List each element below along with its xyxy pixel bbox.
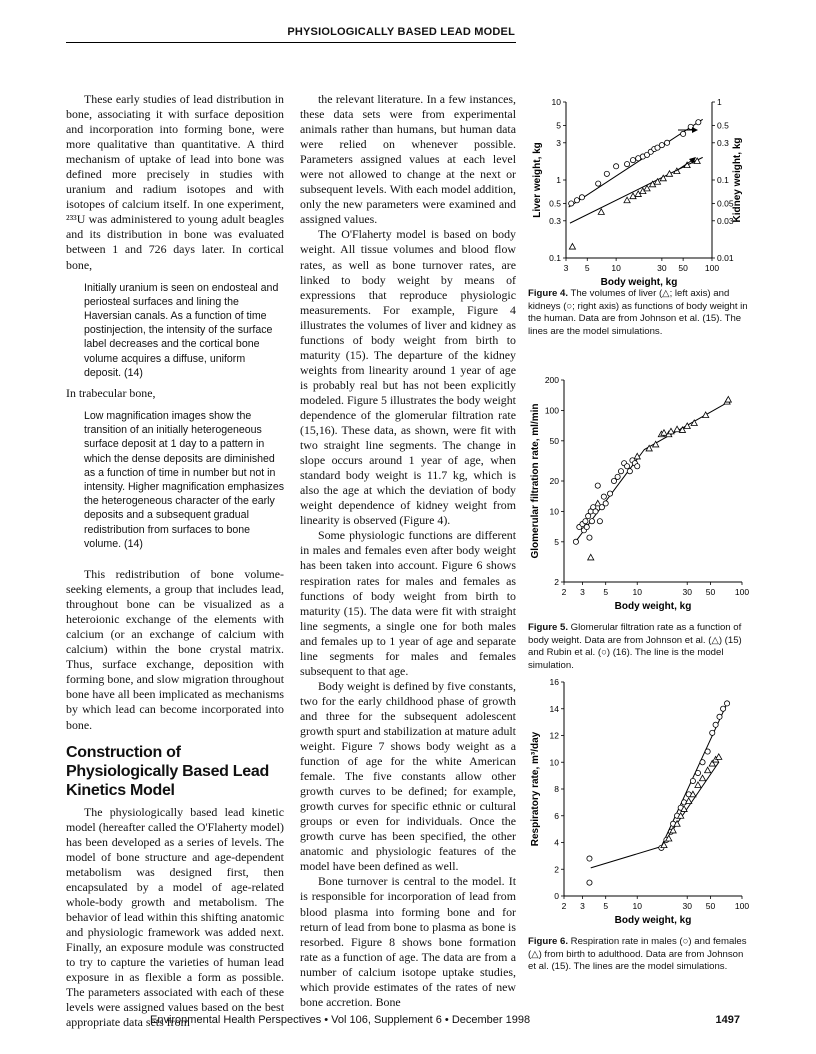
y-tick-label: 5 — [556, 120, 561, 131]
data-point-circle — [574, 198, 579, 203]
header-rule — [66, 42, 516, 43]
data-point-circle — [635, 464, 640, 469]
data-point-circle — [579, 195, 584, 200]
y2-tick-label: 1 — [717, 97, 722, 107]
data-point-circle — [589, 519, 594, 524]
data-point-circle — [720, 706, 725, 711]
x-tick-label: 3 — [580, 587, 585, 597]
data-point-triangle — [666, 171, 672, 177]
data-point-circle — [717, 714, 722, 719]
y-axis-label: Liver weight, kg — [532, 142, 543, 218]
data-point-triangle — [674, 426, 680, 432]
x-tick-label: 10 — [632, 901, 642, 911]
paragraph: Body weight is defined by five constants, two for the early childhood phase of growth and three for the subsequent adolescent growth spurt and stabilization at mature adult weight. Figure 7 shows body weight as a function of age for the white American female. The five constants allow other growth curves to be defined; for example, growth curves for specific ethnic or cultural groups or even for individuals. Once the growth curve has been specified, the other anatomic and physiologic features of the model have been defined as well. — [300, 678, 516, 874]
arrow-right-icon-head — [692, 127, 698, 133]
x-tick-label: 100 — [704, 263, 720, 273]
y-tick-label: 50 — [549, 435, 559, 446]
figure-6-caption — [528, 936, 750, 974]
data-point-circle — [690, 778, 695, 783]
y-tick-label: 8 — [554, 784, 559, 794]
data-point-circle — [624, 464, 629, 469]
page-footer — [150, 1014, 740, 1026]
caption-text: Respiration rate in males (○) and females (△) from birth to adulthood. Data are from Johnson et al. (15). The lines are the model simulations. — [528, 936, 747, 973]
data-point-triangle — [699, 775, 705, 781]
data-point-circle — [573, 539, 578, 544]
figure-4-caption — [528, 288, 750, 338]
paragraph: This redistribution of bone volume-seeking elements, a group that includes lead, throughout bone can be visualized as a heteroionic exchange of the elements with calcium (or an exchange of calcium with calcium) within the bone crystal matrix. Thus, surface exchange, deposition with forming bone, and slow migration throughout bone have all been implicated as mechanisms by which lead can become incorporated into bone. — [66, 567, 284, 732]
figure-6-chart — [528, 676, 750, 930]
text-column-left — [66, 92, 284, 1030]
y2-axis-label: Kidney weight, kg — [732, 137, 743, 223]
data-point-circle — [724, 701, 729, 706]
y-tick-label: 0.3 — [549, 215, 561, 226]
data-point-circle — [615, 474, 620, 479]
x-tick-label: 3 — [563, 263, 569, 273]
y2-tick-label: 0.3 — [717, 137, 729, 148]
y2-tick-label: 0.01 — [717, 253, 734, 263]
block-quote: Low magnification images show the transition of an initially heterogeneous surface deposit at 1 day to a pattern in which the dense deposits are diminished as a function of time in number but not in intensity. Higher magnification emphasizes the heterogeneous character of the early deposits and a subsequent gradual redistribution from surfaces to bone volume. (14) — [84, 410, 285, 550]
data-point-circle — [627, 469, 632, 474]
caption-text: Glomerular filtration rate as a function of body weight. Data are from Johnson et al. (△) (15) and Rubin et al. (○) (16). The line is the model simulation. — [528, 622, 742, 671]
data-point-triangle — [588, 554, 594, 560]
data-point-triangle — [705, 767, 711, 773]
caption-text: The volumes of liver (△; left axis) and kidneys (○; right axis) as functions of body weight in the human. Data are from Johnson et al. (15). The lines are the model simulations. — [528, 288, 748, 337]
figure-5-caption — [528, 622, 750, 672]
x-tick-label: 30 — [682, 587, 692, 597]
data-point-circle — [681, 131, 686, 136]
data-point-circle — [607, 491, 612, 496]
data-point-circle — [630, 157, 635, 162]
data-point-circle — [700, 760, 705, 765]
paragraph: The O'Flaherty model is based on body weight. All tissue volumes and blood flow rates, as well as bone turnover rates, are linked to body weight by means of expressions that reproduce physiologic measurements. For example, Figure 4 illustrates the volumes of liver and kidney as functions of body weight from birth to maturity (15). The departure of the kidney weights from linearity around 1 year of age is probably real but has not been explicitly modeled. Figure 5 illustrates the body weight dependence of the glomerular filtration rate (15,16). These data, as shown, were fit with two straight line segments. The change in slope occurs around 1 year of age, when standard body weight is 11.7 kg, which is also the age at which the deviation of body weight dependence of kidney weight from linearity is observed (Figure 4). — [300, 227, 516, 528]
data-point-circle — [705, 749, 710, 754]
data-point-circle — [710, 730, 715, 735]
y2-tick-label: 0.05 — [717, 198, 734, 209]
data-point-triangle — [569, 244, 575, 250]
data-point-circle — [713, 722, 718, 727]
y-tick-label: 16 — [549, 677, 559, 687]
x-tick-label: 50 — [705, 901, 716, 911]
x-tick-label: 5 — [584, 263, 590, 273]
block-quote: Initially uranium is seen on endosteal and periosteal surfaces and lining the Haversian canals. As a function of time postinjection, the intensity of the surface label decreases and the cortical bone volume acquires a diffuse, uniform deposit. (14) — [84, 281, 279, 379]
data-point-circle — [659, 143, 664, 148]
y-tick-label: 0 — [554, 891, 559, 901]
x-axis-label: Body weight, kg — [614, 915, 692, 926]
data-point-circle — [569, 201, 574, 206]
data-point-circle — [664, 140, 669, 145]
data-point-circle — [584, 524, 589, 529]
model-line — [591, 847, 662, 868]
x-tick-label: 5 — [603, 587, 609, 597]
y-tick-label: 2 — [554, 577, 559, 587]
data-point-circle — [614, 164, 619, 169]
section-heading: Construction of Physiologically Based Lead Kinetics Model — [66, 743, 269, 799]
data-point-triangle — [725, 396, 731, 402]
y-tick-label: 2 — [554, 864, 559, 875]
x-axis-label: Body weight, kg — [614, 601, 692, 612]
y-tick-label: 3 — [556, 137, 561, 148]
y-tick-label: 0.5 — [549, 198, 561, 209]
y-axis-label: Glomerular filtration rate, ml/min — [530, 403, 541, 559]
x-tick-label: 100 — [734, 901, 750, 911]
journal-citation: Environmental Health Perspectives • Vol 106, Supplement 6 • December 1998 — [150, 1014, 531, 1026]
y-tick-label: 10 — [551, 97, 561, 107]
y-tick-label: 14 — [549, 703, 559, 714]
data-point-circle — [587, 880, 592, 885]
figure-4-chart — [528, 92, 750, 288]
data-point-triangle — [624, 197, 630, 203]
data-point-circle — [618, 469, 623, 474]
y-tick-label: 20 — [549, 476, 559, 486]
data-point-circle — [603, 501, 608, 506]
data-point-circle — [593, 509, 598, 514]
x-tick-label: 3 — [580, 901, 585, 911]
x-tick-label: 10 — [611, 263, 621, 273]
data-point-circle — [695, 770, 700, 775]
x-tick-label: 30 — [682, 901, 692, 911]
x-axis-label: Body weight, kg — [600, 277, 678, 288]
y-axis-label: Respiratory rate, m³/day — [530, 731, 541, 847]
y2-tick-label: 0.1 — [717, 175, 729, 185]
y-tick-label: 4 — [554, 837, 559, 848]
paragraph: Some physiologic functions are different in males and females even after body weight has been taken into account. Figure 6 shows respiration rates for males and females as functions of body weight from birth to maturity (15). The data were fit with straight line segments, a single one for both males and females up to 1 year of age and separate line segments for males and females subsequent to that age. — [300, 528, 516, 678]
x-tick-label: 5 — [603, 901, 609, 911]
data-point-circle — [587, 535, 592, 540]
x-tick-label: 30 — [657, 263, 667, 273]
text-column-middle — [300, 92, 516, 1010]
data-point-circle — [597, 519, 602, 524]
y2-tick-label: 0.5 — [717, 120, 729, 131]
figure-4 — [528, 92, 750, 338]
data-point-circle — [624, 161, 629, 166]
y-tick-label: 10 — [549, 506, 559, 517]
data-point-triangle — [695, 782, 701, 788]
caption-label: Figure 5. — [528, 622, 568, 633]
paragraph: Bone turnover is central to the model. It is responsible for incorporation of lead from blood plasma into forming bone and for return of lead from bone to plasma as bone is resorbed. Figure 8 shows bone formation rate as a function of age. The data are from a number of calcium isotope uptake studies, which provide estimates of the rates of new bone accretion. Bone — [300, 874, 516, 1009]
data-point-circle — [596, 181, 601, 186]
x-tick-label: 10 — [632, 587, 642, 597]
data-point-circle — [696, 120, 701, 125]
x-tick-label: 2 — [561, 901, 567, 911]
paragraph: The physiologically based lead kinetic model (hereafter called the O'Flaherty model) has been developed as a series of levels. The model of bone structure and age-dependent metabolism was designed first, then encapsulated by a model of age-related whole-body growth and metabolism. The behavior of lead within this shifting anatomic and physiologic framework was added next. Finally, an exposure module was constructed to try to capture the varieties of human lead exposure in as flexible a form as possible. The parameters associated with each of these levels were assigned values based on the best appropriate data sets from — [66, 804, 284, 1030]
y-tick-label: 100 — [544, 405, 559, 416]
data-point-triangle — [598, 209, 604, 215]
y-tick-label: 0.1 — [549, 253, 561, 263]
y-tick-label: 6 — [554, 810, 559, 821]
y-tick-label: 5 — [554, 536, 559, 547]
x-tick-label: 50 — [705, 587, 716, 597]
data-point-circle — [601, 494, 606, 499]
paragraph: the relevant literature. In a few instances, these data sets were from experimental animals rather than humans, but human data were relied on whenever possible. Parameters assigned values at each level were not allowed to change at the next or subsequent levels. With each model addition, only the new parameters were examined and assigned values. — [300, 92, 516, 227]
data-point-circle — [604, 171, 609, 176]
y-tick-label: 1 — [556, 175, 561, 185]
figure-5 — [528, 368, 750, 672]
paragraph: In trabecular bone, — [66, 385, 156, 400]
data-point-triangle — [703, 412, 709, 418]
data-point-circle — [587, 856, 592, 861]
figure-5-chart — [528, 368, 750, 616]
x-tick-label: 100 — [734, 587, 750, 597]
y2-tick-label: 0.03 — [717, 215, 734, 226]
data-point-triangle — [654, 179, 660, 185]
caption-label: Figure 4. — [528, 288, 568, 299]
data-point-circle — [595, 483, 600, 488]
figure-6 — [528, 676, 750, 974]
y-tick-label: 12 — [549, 730, 559, 741]
data-point-triangle — [716, 754, 722, 760]
y-tick-label: 200 — [544, 375, 559, 385]
y-tick-label: 10 — [549, 757, 559, 768]
data-point-circle — [583, 519, 588, 524]
paragraph: These early studies of lead distribution in bone, associating it with surface deposition and incorporation into forming bone, were more qualitative than quantitative. A third mechanism of uptake of lead into bone was defined more precisely in studies with uranium and radium isotopes and with isotopes of calcium itself. In one experiment, ²³³U was administered to young adult beagles and its distribution in bone was evaluated between 1 and 726 days later. In cortical bone, — [66, 92, 284, 272]
running-header: PHYSIOLOGICALLY BASED LEAD MODEL — [287, 26, 515, 38]
caption-label: Figure 6. — [528, 936, 568, 947]
x-tick-label: 50 — [678, 263, 688, 273]
page-number: 1497 — [715, 1014, 740, 1026]
model-line — [570, 157, 703, 223]
x-tick-label: 2 — [561, 587, 567, 597]
